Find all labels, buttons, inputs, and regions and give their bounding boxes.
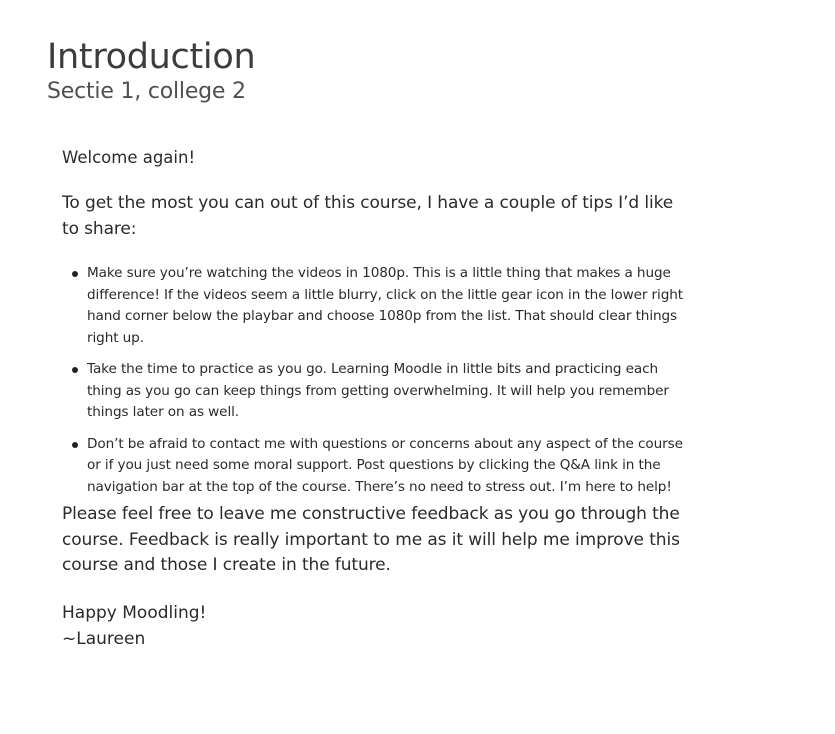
list-item xyxy=(87,359,687,424)
bullet-icon xyxy=(72,367,78,373)
welcome-text: Welcome again! xyxy=(62,148,196,167)
lecture-content xyxy=(62,146,687,652)
lecture-subtitle: Sectie 1, college 2 xyxy=(47,79,246,104)
list-item xyxy=(87,434,687,499)
signature-text: ~Laureen xyxy=(62,628,146,649)
signoff xyxy=(62,600,687,652)
feedback-paragraph: Please feel free to leave me constructive feedback as you go through the course. Feedback is really important to me as it will help me improve this course and those I create in the future. xyxy=(62,504,680,575)
list-item xyxy=(87,263,687,349)
tip-text: Don’t be afraid to contact me with questions or concerns about any aspect of the course or if you just need some moral support. Post questions by clicking the Q&A link in the navigation bar at the top of the course. There’s no need to stress out. I’m here to help! xyxy=(87,435,683,495)
tip-text: Make sure you’re watching the videos in 1080p. This is a little thing that makes a huge difference! If the videos seem a little blurry, click on the little gear icon in the lower right hand corner below the playbar and choose 1080p from the list. That should clear things right up. xyxy=(87,265,683,346)
page-title: Introduction xyxy=(47,37,256,77)
closing-text: Happy Moodling! xyxy=(62,602,207,623)
tips-list xyxy=(62,263,687,498)
intro-paragraph: To get the most you can out of this course, I have a couple of tips I’d like to share: xyxy=(62,193,674,239)
lecture-header xyxy=(47,36,255,106)
tip-text: Take the time to practice as you go. Learning Moodle in little bits and practicing each thing as you go can keep things from getting overwhelming. It will help you remember things later on as well. xyxy=(87,361,669,420)
bullet-icon xyxy=(72,442,78,448)
bullet-icon xyxy=(72,271,78,277)
